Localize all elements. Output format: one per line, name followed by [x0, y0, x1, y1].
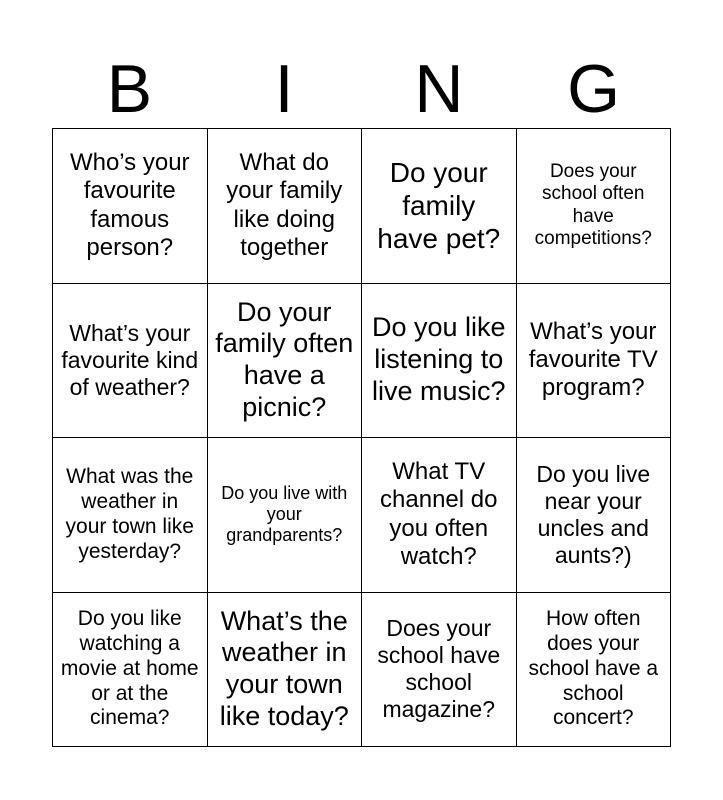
bingo-cell-text: What TV channel do you often watch?: [380, 458, 498, 571]
bingo-cell: [53, 129, 208, 284]
bingo-cell-text: What’s your favourite kind of weather?: [61, 319, 199, 400]
bingo-cell: [53, 438, 208, 593]
bingo-cell: [517, 129, 672, 284]
bingo-cell: [517, 593, 672, 748]
bingo-cell: [362, 129, 517, 284]
bingo-cell-text: What’s your favourite TV program?: [528, 317, 658, 402]
bingo-cell-text: Do you like listening to live music?: [371, 312, 506, 407]
bingo-cell-text: Does your school often have competitions?: [534, 160, 652, 250]
bingo-cell-text: Do your family have pet?: [377, 157, 501, 255]
bingo-cell-text: How often does your school have a school concert?: [528, 607, 659, 730]
bingo-cell: [53, 284, 208, 439]
bingo-cell-text: What was the weather in your town like yesterday?: [65, 465, 194, 563]
bingo-header: [52, 50, 671, 128]
bingo-cell-text: What do your family like doing together: [226, 149, 343, 262]
header-letter-g: G: [567, 51, 621, 127]
header-letter-b: B: [106, 51, 153, 127]
bingo-cell: [208, 129, 363, 284]
bingo-cell: [362, 438, 517, 593]
bingo-cell: [517, 438, 672, 593]
bingo-cell-text: Do you live with your grandparents?: [221, 482, 348, 546]
bingo-cell: [53, 593, 208, 748]
bingo-grid: [52, 128, 671, 747]
bingo-cell: [362, 284, 517, 439]
bingo-cell-text: What’s the weather in your town like today?: [219, 605, 349, 732]
bingo-cell: [208, 284, 363, 439]
bingo-cell-text: Do your family often have a picnic?: [215, 296, 354, 423]
header-letter-n: N: [414, 51, 464, 127]
bingo-cell: [208, 593, 363, 748]
bingo-cell-text: Do you live near your uncles and aunts?): [536, 460, 651, 568]
bingo-cell-text: Does your school have school magazine?: [377, 615, 501, 723]
bingo-cell-text: Do you like watching a movie at home or at the cinema?: [60, 607, 199, 730]
bingo-cell: [208, 438, 363, 593]
bingo-cell: [362, 593, 517, 748]
bingo-cell-text: Who’s your favourite famous person?: [69, 149, 190, 262]
bingo-cell: [517, 284, 672, 439]
header-letter-i: I: [274, 51, 294, 127]
